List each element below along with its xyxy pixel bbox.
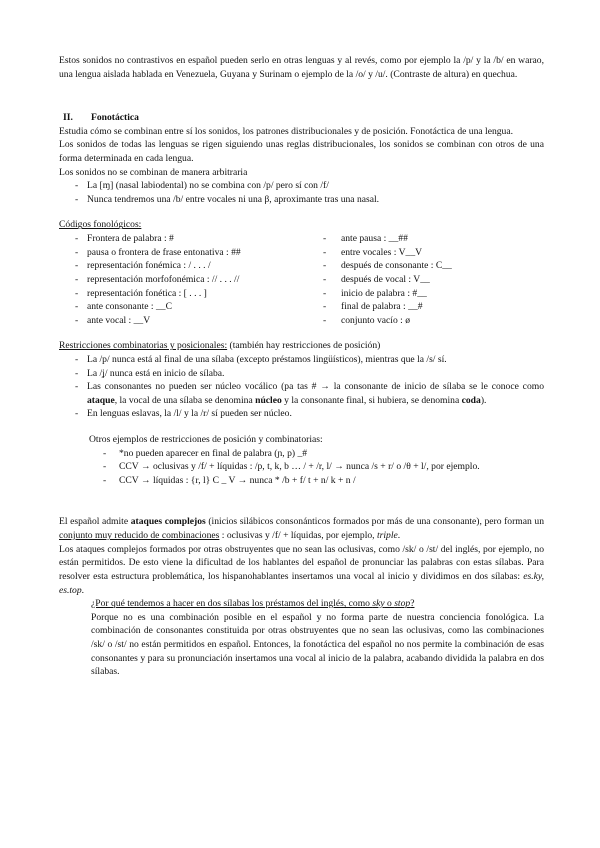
code-item: - ante vocal : __V: [59, 314, 319, 328]
question-answer: Porque no es una combinación posible en el español y no forma parte de nuestra conciencia fonológica. La combinación de consonantes constituida por otras obstruyentes que no sean las oclusivas, como las combinaciones /sk/ o /st/ no están permitidos en español. Entonces, la fonotáctica del español no nos permite la combinación de esas consonantes y para su pronunciación insertamos una vocal al inicio de la palabra, acabando dividida la palabra en dos sílabas.: [91, 611, 544, 678]
term-ataque: ataque: [87, 394, 115, 406]
text-run: El español admite: [59, 516, 131, 528]
list-item-nucleo: [59, 380, 544, 407]
list-item: - La /p/ nunca está al final de una sílaba (excepto préstamos lingüísticos), mientras que la /s/ sí.: [59, 353, 544, 367]
other-examples-intro: Otros ejemplos de restricciones de posición y combinatorias:: [89, 434, 323, 446]
text-run: : oclusivas y /f/ + líquidas, por ejemplo,: [219, 530, 377, 542]
question-heading: [91, 597, 544, 611]
text-run: , la vocal de una sílaba se denomina: [114, 394, 256, 406]
term-ataques-complejos: ataques complejos: [130, 516, 206, 528]
code-item: - representación morfofonémica : // . . . //: [59, 273, 319, 287]
section-heading: [63, 111, 544, 125]
list-item: - Nunca tendremos una /b/ entre vocales ni una β, aproximante tras una nasal.: [59, 193, 544, 207]
code-item: - entre vocales : V__V: [319, 246, 544, 260]
list-item: - CCV → oclusivas y /f/ + líquidas : /p, t, k, b … / + /r, l/ → nunca /s + r/ o /θ + l/, por ejemplo.: [89, 460, 544, 474]
question-block: [59, 597, 544, 679]
text-run: o: [384, 598, 395, 610]
example-words: es.ky, es.top: [59, 570, 544, 596]
restrictions-heading-rest: (también hay restricciones de posición): [227, 340, 381, 352]
code-item: - ante pausa : __##: [319, 232, 544, 246]
codes-left-list: [59, 232, 319, 327]
section-number: II.: [63, 112, 73, 124]
code-item: - pausa o frontera de frase entonativa : ##: [59, 246, 319, 260]
text-run: Los ataques complejos formados por otras obstruyentes que no sean las oclusivas, como /sk/ o /st/ del inglés, por ejemplo, no están permitidos. De esto viene la dificultad de los hablantes del español de pronunciar las palabras con estas sílabas. Para resolver esta estructura problemática, los hispanohablantes insertamos una vocal al inicio y dividimos en dos sílabas:: [59, 543, 544, 582]
code-item: - representación fonémica : / . . . /: [59, 259, 319, 273]
text-run: .: [81, 584, 85, 596]
obstruents-paragraph: [59, 543, 544, 597]
term-nucleo: núcleo: [255, 394, 282, 406]
text-run: .: [397, 530, 401, 542]
list-item: - *no pueden aparecer en final de palabra (ɲ, p) _#: [89, 447, 544, 461]
code-item: - inicio de palabra : #__: [319, 287, 544, 301]
term-coda: coda: [461, 394, 481, 406]
codes-columns: [59, 232, 544, 327]
text-run: Las consonantes no pueden ser núcleo vocálico (pa tas # → la consonante de inicio de sílaba se le conoce como: [87, 381, 544, 393]
text-run: ).: [480, 394, 487, 406]
document-page: [59, 54, 544, 679]
list-item: - La /ʝ/ nunca está en inicio de sílaba.: [59, 367, 544, 381]
code-item: - Frontera de palabra : #: [59, 232, 319, 246]
example-word: triple: [376, 530, 398, 542]
codes-right-list: [319, 232, 544, 327]
definition-line-3: Los sonidos no se combinan de manera arbitraria: [59, 166, 248, 178]
code-item: - final de palabra : __#: [319, 300, 544, 314]
complex-onsets-paragraph: [59, 515, 544, 542]
text-run: ?: [410, 598, 415, 610]
code-item: - después de vocal : V__: [319, 273, 544, 287]
restrictions-heading-underlined: Restricciones combinatorias y posicionales:: [59, 340, 228, 352]
list-item: - En lenguas eslavas, la /l/ y la /r/ sí pueden ser núcleo.: [59, 407, 544, 421]
other-examples-list: [59, 447, 544, 488]
text-run: ¿Por qué tendemos a hacer en dos sílabas los préstamos del inglés, como: [91, 598, 373, 610]
code-item: - conjunto vacío : ø: [319, 314, 544, 328]
text-run: y la consonante final, si hubiera, se denomina: [281, 394, 462, 406]
underlined-phrase: conjunto muy reducido de combinaciones: [59, 530, 220, 542]
example-word: stop: [394, 598, 411, 610]
text-run: (inicios silábicos consonánticos formados por más de una consonante), pero forman un: [205, 516, 544, 528]
list-item: - La [ɱ] (nasal labiodental) no se combina con /p/ pero sí con /f/: [59, 179, 544, 193]
code-item: - representación fonética : [ . . . ]: [59, 287, 319, 301]
definition-line-1: Estudia cómo se combinan entre sí los sonidos, los patrones distribucionales y de posición. Fonotáctica de una lengua.: [59, 125, 514, 137]
restrictions-heading: [59, 339, 544, 353]
definition-line-2: Los sonidos de todas las lenguas se rigen siguiendo unas reglas distribucionales, los sonidos se combinan con otros de una forma determinada en cada lengua.: [59, 139, 544, 165]
intro-paragraph: Estos sonidos no contrastivos en español pueden serlo en otras lenguas y al revés, como por ejemplo la /p/ y la /b/ en warao, una lengua aislada hablada en Venezuela, Guyana y Surinam o ejemplo de la /o/ y /u/. (Contraste de altura) en quechua.: [59, 55, 544, 80]
codes-heading: Códigos fonológicos:: [59, 219, 142, 231]
code-item: - ante consonante : __C: [59, 300, 319, 314]
arbitrary-examples-list: [59, 179, 544, 206]
example-word: sky: [372, 598, 385, 610]
restrictions-list: [59, 353, 544, 421]
list-item: - CCV → líquidas : {r, l} C _ V → nunca * /b + f/ t + n/ k + n /: [89, 474, 544, 488]
code-item: - después de consonante : C__: [319, 259, 544, 273]
section-title: Fonotáctica: [91, 112, 139, 124]
